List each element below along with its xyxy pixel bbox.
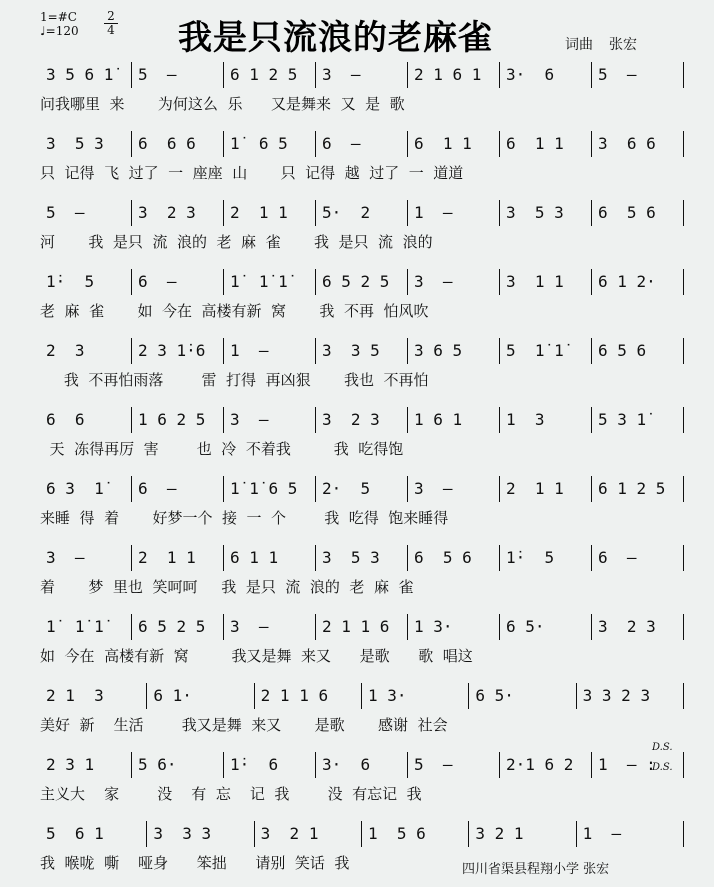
credit-role: 词曲 bbox=[565, 37, 593, 53]
lyric-line: 问我哪里 来 为何这么 乐 又是舞来 又 是 歌 bbox=[40, 95, 405, 113]
measure-notes: 1̇· 5 bbox=[46, 272, 95, 291]
measure bbox=[362, 683, 469, 709]
measure-notes: 6 5 6 bbox=[598, 341, 647, 360]
measure-notes: 6 5 2 5 bbox=[322, 272, 390, 291]
measure-notes: 6 1 1 bbox=[414, 134, 472, 153]
measure bbox=[592, 200, 684, 226]
measure bbox=[500, 200, 592, 226]
measure-notes: 6 6 bbox=[46, 410, 85, 429]
measure bbox=[316, 200, 408, 226]
measure bbox=[592, 407, 684, 433]
tempo-label: ♩=120 bbox=[40, 24, 79, 38]
score-row bbox=[40, 476, 684, 536]
measure bbox=[316, 62, 408, 88]
measure-notes: 6 5 6 bbox=[598, 203, 656, 222]
measure-notes: 1̇· 5 bbox=[506, 548, 555, 567]
measure bbox=[147, 821, 254, 847]
measure-line bbox=[40, 407, 684, 433]
measure-notes: 5 1̇ 1̇ bbox=[506, 341, 564, 360]
measure-notes: 5 3 1̇ bbox=[598, 410, 647, 429]
measure bbox=[224, 752, 316, 778]
measure-notes: 3 3 5 bbox=[322, 341, 380, 360]
measure-notes: 5· 2 bbox=[322, 203, 371, 222]
measure bbox=[577, 683, 684, 709]
lyric-line: 主义大 家 没 有 忘 记 我 没 有忘记 我 bbox=[40, 785, 422, 803]
measure-notes: 6 1 2· bbox=[598, 272, 656, 291]
measure-notes: 3 2 3 bbox=[598, 617, 656, 636]
measure bbox=[408, 752, 500, 778]
score-row bbox=[40, 683, 684, 743]
measure-notes: 1 – bbox=[230, 341, 269, 360]
measure bbox=[592, 131, 684, 157]
measure bbox=[408, 131, 500, 157]
score-row bbox=[40, 269, 684, 329]
measure bbox=[132, 407, 224, 433]
lyric-line: 只 记得 飞 过了 一 座座 山 只 记得 越 过了 一 道道 bbox=[40, 164, 464, 182]
lyric-line: 我 不再怕雨落 雷 打得 再凶狠 我也 不再怕 bbox=[40, 371, 429, 389]
measure bbox=[500, 338, 592, 364]
credit bbox=[565, 34, 637, 54]
measure bbox=[577, 821, 684, 847]
measure-notes: 1 5 6 bbox=[367, 824, 426, 843]
score-row bbox=[40, 545, 684, 605]
measure bbox=[316, 614, 408, 640]
measure-notes: 6 – bbox=[322, 134, 361, 153]
measure bbox=[592, 614, 684, 640]
score-row bbox=[40, 131, 684, 191]
measure-notes: 3 – bbox=[322, 65, 361, 84]
measure bbox=[408, 545, 500, 571]
measure bbox=[500, 131, 592, 157]
measure bbox=[40, 614, 132, 640]
measure-notes: 1 3 bbox=[506, 410, 545, 429]
measure bbox=[40, 407, 132, 433]
measure-notes: 1̇ 1̇ 1̇ bbox=[46, 617, 104, 636]
measure bbox=[224, 545, 316, 571]
score-row bbox=[40, 407, 684, 467]
measure bbox=[500, 62, 592, 88]
measure bbox=[255, 821, 362, 847]
measure bbox=[316, 752, 408, 778]
measure bbox=[224, 476, 316, 502]
measure-notes: 2 1 1 bbox=[506, 479, 564, 498]
score-row bbox=[40, 752, 684, 812]
measure-notes: 6 1 1 bbox=[230, 548, 279, 567]
measure bbox=[316, 131, 408, 157]
measure bbox=[408, 269, 500, 295]
measure-notes: 2 3 1̇·6 bbox=[138, 341, 206, 360]
measure bbox=[132, 62, 224, 88]
measure bbox=[40, 545, 132, 571]
measure-notes: 2 1 1 bbox=[230, 203, 288, 222]
measure bbox=[592, 338, 684, 364]
measure bbox=[40, 476, 132, 502]
measure bbox=[40, 131, 132, 157]
measure-notes: 1 3· bbox=[414, 617, 453, 636]
measure bbox=[132, 476, 224, 502]
measure-notes: 3· 6 bbox=[322, 755, 371, 774]
key-signature bbox=[40, 9, 115, 38]
measure-notes: 3 – bbox=[230, 410, 269, 429]
measure bbox=[408, 62, 500, 88]
lyric-line: 河 我 是只 流 浪的 老 麻 雀 我 是只 流 浪的 bbox=[40, 233, 433, 251]
measure-line bbox=[40, 614, 684, 640]
measure-notes: 3 6 6 bbox=[598, 134, 656, 153]
measure-notes: 2· 5 bbox=[322, 479, 371, 498]
measure bbox=[40, 752, 132, 778]
measure bbox=[469, 821, 576, 847]
measure bbox=[316, 338, 408, 364]
measure-notes: 6 1 2 5 bbox=[230, 65, 298, 84]
measure-notes: 6 5 6 bbox=[414, 548, 472, 567]
measure-notes: 5 – bbox=[414, 755, 453, 774]
lyric-line: 我 喉咙 嘶 哑身 笨拙 请别 笑话 我 bbox=[40, 854, 350, 872]
measure-notes: 1 6 2 5 bbox=[138, 410, 206, 429]
measure bbox=[408, 338, 500, 364]
measure-notes: 3 – bbox=[230, 617, 269, 636]
measure bbox=[132, 338, 224, 364]
measure-notes: 6 1· bbox=[153, 686, 192, 705]
measure-notes: 6 – bbox=[598, 548, 637, 567]
measure-notes: 3 2 1 bbox=[475, 824, 524, 843]
measure-notes: 1̇ 1̇ 6 5 bbox=[230, 479, 298, 498]
measure bbox=[147, 683, 254, 709]
measure-notes: 2 1 6 1 bbox=[414, 65, 482, 84]
measure-notes: 2 1 3 bbox=[46, 686, 104, 705]
key-label: 1=#C bbox=[40, 10, 77, 24]
song-title: 我是只流浪的老麻雀 bbox=[178, 18, 493, 58]
score-row bbox=[40, 200, 684, 260]
lyric-line: 来睡 得 着 好梦一个 接 一 个 我 吃得 饱来睡得 bbox=[40, 509, 449, 527]
score-header bbox=[0, 0, 714, 62]
measure-line bbox=[40, 200, 684, 226]
lyric-line: 美好 新 生活 我又是舞 来又 是歌 感谢 社会 bbox=[40, 716, 448, 734]
credit-name: 张宏 bbox=[609, 37, 637, 53]
measure bbox=[316, 545, 408, 571]
measure-notes: 3 5 3 bbox=[46, 134, 104, 153]
measure-notes: 5 6· bbox=[138, 755, 177, 774]
measure bbox=[224, 407, 316, 433]
measure-notes: 3 – bbox=[414, 479, 453, 498]
measure bbox=[592, 476, 684, 502]
measure-notes: 2 3 1 bbox=[46, 755, 95, 774]
measure-notes: 6 1 2 5 bbox=[598, 479, 666, 498]
ds-mark-2: D.S. bbox=[652, 762, 673, 773]
measure bbox=[224, 269, 316, 295]
lyric-line: 着 梦 里也 笑呵呵 我 是只 流 浪的 老 麻 雀 bbox=[40, 578, 414, 596]
measure-notes: 3 2 1 bbox=[260, 824, 319, 843]
measure-notes: 3 2 3 bbox=[138, 203, 196, 222]
measure bbox=[255, 683, 362, 709]
measure-notes: 3 1 1 bbox=[506, 272, 564, 291]
measure bbox=[40, 269, 132, 295]
measure-line bbox=[40, 821, 684, 847]
measure-line bbox=[40, 62, 684, 88]
measure-notes: 6 5 2 5 bbox=[138, 617, 206, 636]
score-row bbox=[40, 338, 684, 398]
measure-notes: 1̇· 6 bbox=[230, 755, 279, 774]
measure-notes: 2 1 1 6 bbox=[260, 686, 329, 705]
measure-notes: 3 5 3 bbox=[322, 548, 380, 567]
lyric-line: 老 麻 雀 如 今在 高楼有新 窝 我 不再 怕风吹 bbox=[40, 302, 429, 320]
lyric-line: 如 今在 高楼有新 窝 我又是舞 来又 是歌 歌 唱这 bbox=[40, 647, 473, 665]
measure bbox=[40, 821, 147, 847]
measure-notes: 3 3 3 bbox=[153, 824, 212, 843]
measure-notes: 3 – bbox=[414, 272, 453, 291]
measure-notes: 5 6 1 bbox=[46, 824, 104, 843]
measure bbox=[40, 338, 132, 364]
measure bbox=[316, 476, 408, 502]
measure bbox=[500, 476, 592, 502]
measure bbox=[40, 62, 132, 88]
time-denominator: 4 bbox=[107, 23, 115, 37]
measure-notes: 2 1 1 bbox=[138, 548, 196, 567]
measure-notes: 6 5· bbox=[475, 686, 514, 705]
measure-notes: 5 – bbox=[598, 65, 637, 84]
measure bbox=[224, 200, 316, 226]
measure bbox=[40, 200, 132, 226]
lyric-line: 天 冻得再厉 害 也 冷 不着我 我 吃得饱 bbox=[40, 440, 404, 458]
measure-notes: 6 1 1 bbox=[506, 134, 564, 153]
measure bbox=[500, 269, 592, 295]
score-row bbox=[40, 62, 684, 122]
measure bbox=[224, 62, 316, 88]
measure-notes: 5 – bbox=[46, 203, 85, 222]
measure bbox=[408, 200, 500, 226]
measure bbox=[316, 407, 408, 433]
measure-notes: 2·1 6 2 bbox=[506, 755, 574, 774]
measure-notes: 3 – bbox=[46, 548, 85, 567]
measure-line bbox=[40, 752, 684, 778]
measure-notes: 1 3· bbox=[367, 686, 407, 705]
measure bbox=[592, 545, 684, 571]
measure bbox=[132, 269, 224, 295]
measure bbox=[592, 269, 684, 295]
measure bbox=[316, 269, 408, 295]
measure-notes: 6 5· bbox=[506, 617, 545, 636]
measure-notes: 3 5 3 bbox=[506, 203, 564, 222]
measure-line bbox=[40, 476, 684, 502]
measure-notes: 1 – : bbox=[598, 755, 656, 774]
measure bbox=[500, 752, 592, 778]
measure-line bbox=[40, 269, 684, 295]
measure-notes: 2 3 bbox=[46, 341, 85, 360]
ds-mark-1: D.S. bbox=[652, 742, 673, 753]
measure bbox=[132, 200, 224, 226]
measure bbox=[224, 338, 316, 364]
measure-notes: 6 – bbox=[138, 272, 177, 291]
measure bbox=[132, 614, 224, 640]
measure bbox=[132, 752, 224, 778]
measure bbox=[469, 683, 576, 709]
measure bbox=[132, 545, 224, 571]
measure-notes: 3 2 3 bbox=[322, 410, 380, 429]
measure bbox=[40, 683, 147, 709]
measure-notes: 3 3 2 3 bbox=[582, 686, 651, 705]
measure bbox=[592, 62, 684, 88]
score-row bbox=[40, 614, 684, 674]
measure bbox=[408, 407, 500, 433]
measure-line bbox=[40, 545, 684, 571]
measure-line bbox=[40, 131, 684, 157]
measure-notes: 6 3 1̇ bbox=[46, 479, 104, 498]
measure bbox=[224, 131, 316, 157]
measure-notes: 6 – bbox=[138, 479, 177, 498]
measure-line bbox=[40, 683, 684, 709]
measure bbox=[362, 821, 469, 847]
measure-notes: 1 – bbox=[582, 824, 622, 843]
measure-notes: 3 6 5 bbox=[414, 341, 463, 360]
measure bbox=[500, 407, 592, 433]
measure-notes: 5 – bbox=[138, 65, 177, 84]
measure bbox=[408, 476, 500, 502]
measure bbox=[500, 614, 592, 640]
measure-notes: 1̇ 6 5 bbox=[230, 134, 288, 153]
measure-line bbox=[40, 338, 684, 364]
measure-notes: 1 – bbox=[414, 203, 453, 222]
measure-notes: 3 5 6 1̇ bbox=[46, 65, 114, 84]
measure bbox=[224, 614, 316, 640]
measure-notes: 1 6 1 bbox=[414, 410, 463, 429]
measure bbox=[408, 614, 500, 640]
time-numerator: 2 bbox=[107, 9, 115, 23]
measure-notes: 3· 6 bbox=[506, 65, 555, 84]
footer-credit: 四川省渠县程翔小学 张宏 bbox=[462, 862, 610, 877]
measure bbox=[132, 131, 224, 157]
measure-notes: 2 1 1 6 bbox=[322, 617, 390, 636]
measure-notes: 6 6 6 bbox=[138, 134, 196, 153]
measure bbox=[500, 545, 592, 571]
measure-notes: 1̇ 1̇ 1̇ bbox=[230, 272, 288, 291]
time-signature bbox=[104, 10, 118, 37]
